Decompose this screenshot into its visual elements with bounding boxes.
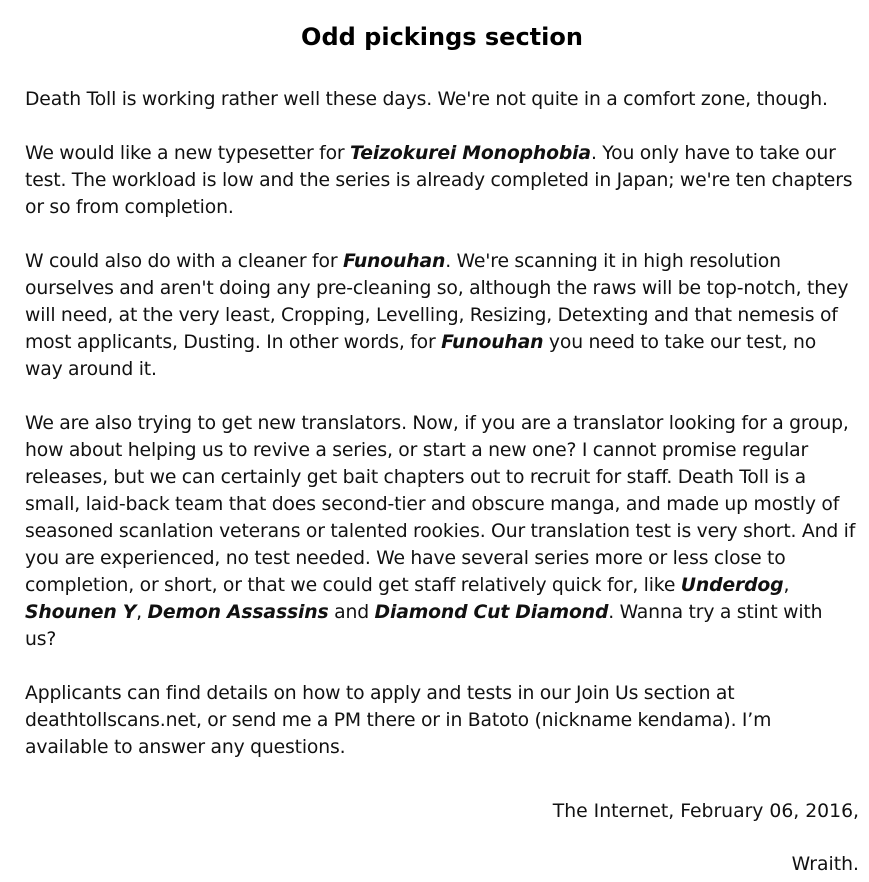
paragraph-text: We are also trying to get new translators. Now, if you are a translator looking for a group, how about helping us to revive a series, or start a new one? I cannot promise regular releases, but we can certainly get bait chapters out to recruit for staff. Death Toll is a small, laid-back team that does second-tier and obscure manga, and made up mostly of seasoned scanlation veterans or talented rookies. Our translation test is very short. And if you are experienced, no test needed. We have several series more or less close to completion, or short, or that we could get staff relatively quick for, like (25, 413, 856, 596)
paragraph-text: , (136, 602, 148, 623)
paragraph-status: Death Toll is working rather well these days. We're not quite in a comfort zone, though. (25, 89, 828, 110)
signature-name: Wraith. (791, 854, 859, 875)
paragraph-cleaner (25, 248, 859, 383)
paragraph-text: . Wanna try a stint with us? (25, 602, 823, 650)
series-title: Underdog (680, 575, 784, 596)
paragraph-text: , (783, 575, 790, 596)
signature-date: The Internet, February 06, 2016, (552, 801, 859, 822)
document-page (25, 20, 859, 878)
series-title: Diamond Cut Diamond (374, 602, 609, 623)
paragraph-text: you need to take our test, no way around it. (25, 332, 817, 380)
series-title: Demon Assassins (147, 602, 329, 623)
series-title: Funouhan (441, 332, 544, 353)
paragraph-text: . You only have to take our test. The workload is low and the series is already completed in Japan; we're ten chapters or so from completion. (25, 143, 853, 218)
paragraph-applicants: Applicants can find details on how to apply and tests in our Join Us section at deathtollscans.net, or send me a PM there or in Batoto (nickname kendama). I’m available to answer any questions. (25, 683, 772, 758)
paragraph-text: . We're scanning it in high resolution ourselves and aren't doing any pre-cleaning so, although the raws will be top-notch, they will need, at the very least, Cropping, Levelling, Resizing, Detexting and that nemesis of most applicants, Dusting. In other words, for (25, 251, 849, 353)
series-title: Shounen Y (25, 602, 137, 623)
paragraph-text: We would like a new typesetter for (25, 143, 351, 164)
series-title: Funouhan (342, 251, 446, 272)
document-title: Odd pickings section (301, 23, 583, 51)
paragraph-text: and (328, 602, 375, 623)
paragraph-typesetter (25, 140, 859, 221)
series-title: Teizokurei Monophobia (350, 143, 591, 164)
paragraph-translators (25, 410, 859, 653)
paragraph-text: W could also do with a cleaner for (25, 251, 343, 272)
